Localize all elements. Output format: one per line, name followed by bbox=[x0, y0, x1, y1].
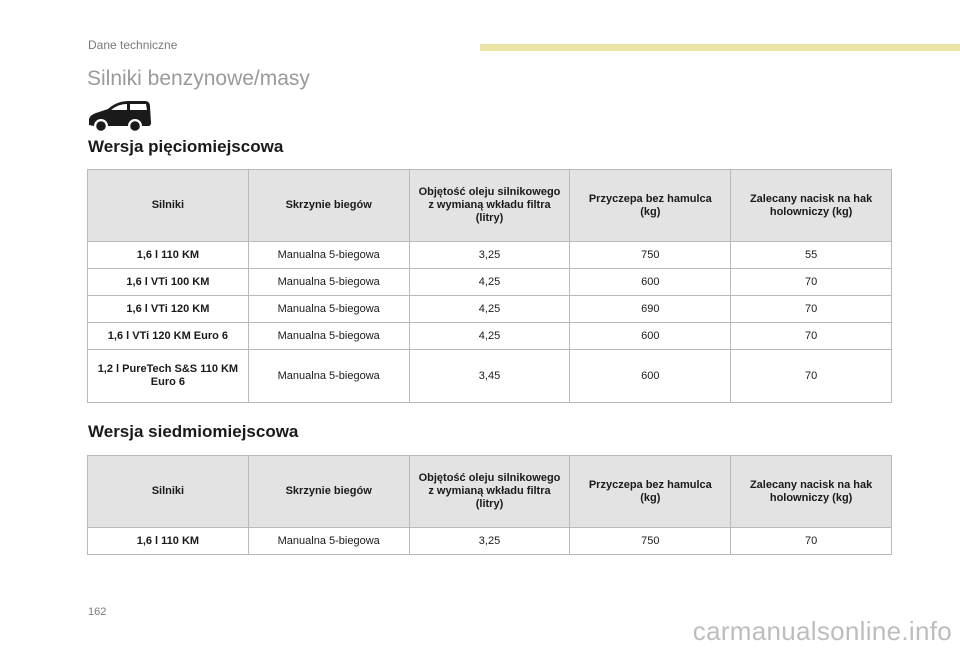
watermark: carmanualsonline.info bbox=[692, 616, 952, 646]
car-icon bbox=[87, 98, 153, 132]
oil-cell: 3,45 bbox=[409, 350, 570, 403]
col-hitch-header: Zalecany nacisk na hak holowniczy (kg) bbox=[731, 170, 892, 242]
engine-cell: 1,6 l 110 KM bbox=[88, 242, 249, 269]
trailer-cell: 690 bbox=[570, 296, 731, 323]
engine-cell: 1,6 l VTi 120 KM Euro 6 bbox=[88, 323, 249, 350]
header-accent-bar bbox=[480, 44, 960, 51]
hitch-cell: 70 bbox=[731, 350, 892, 403]
gearbox-cell: Manualna 5-biegowa bbox=[248, 323, 409, 350]
trailer-cell: 600 bbox=[570, 269, 731, 296]
seven-seat-title: Wersja siedmiomiejscowa bbox=[88, 422, 299, 441]
trailer-cell: 600 bbox=[570, 350, 731, 403]
table-header-row bbox=[88, 170, 892, 242]
gearbox-cell: Manualna 5-biegowa bbox=[248, 528, 409, 555]
hitch-cell: 70 bbox=[731, 269, 892, 296]
col-trailer-header: Przyczepa bez hamulca (kg) bbox=[570, 170, 731, 242]
hitch-cell: 70 bbox=[731, 323, 892, 350]
oil-cell: 4,25 bbox=[409, 269, 570, 296]
col-engine-header: Silniki bbox=[88, 170, 249, 242]
table-row bbox=[88, 323, 892, 350]
five-seat-title: Wersja pięciomiejscowa bbox=[88, 137, 284, 156]
hitch-cell: 70 bbox=[731, 528, 892, 555]
page-title: Silniki benzynowe/masy bbox=[87, 67, 310, 90]
oil-cell: 4,25 bbox=[409, 323, 570, 350]
table-row bbox=[88, 528, 892, 555]
oil-cell: 3,25 bbox=[409, 242, 570, 269]
table-row bbox=[88, 269, 892, 296]
oil-cell: 3,25 bbox=[409, 528, 570, 555]
page-number: 162 bbox=[88, 606, 107, 618]
trailer-cell: 750 bbox=[570, 242, 731, 269]
engine-cell: 1,6 l 110 KM bbox=[88, 528, 249, 555]
gearbox-cell: Manualna 5-biegowa bbox=[248, 242, 409, 269]
col-oil-header: Objętość oleju silnikowego z wymianą wkładu filtra (litry) bbox=[409, 456, 570, 528]
col-oil-header: Objętość oleju silnikowego z wymianą wkładu filtra (litry) bbox=[409, 170, 570, 242]
trailer-cell: 750 bbox=[570, 528, 731, 555]
engine-cell: 1,6 l VTi 120 KM bbox=[88, 296, 249, 323]
gearbox-cell: Manualna 5-biegowa bbox=[248, 350, 409, 403]
table-row bbox=[88, 296, 892, 323]
engine-cell: 1,2 l PureTech S&S 110 KM Euro 6 bbox=[88, 350, 249, 403]
col-gearbox-header: Skrzynie biegów bbox=[248, 456, 409, 528]
oil-cell: 4,25 bbox=[409, 296, 570, 323]
table-header-row bbox=[88, 456, 892, 528]
col-gearbox-header: Skrzynie biegów bbox=[248, 170, 409, 242]
col-trailer-header: Przyczepa bez hamulca (kg) bbox=[570, 456, 731, 528]
table-row bbox=[88, 350, 892, 403]
hitch-cell: 70 bbox=[731, 296, 892, 323]
gearbox-cell: Manualna 5-biegowa bbox=[248, 269, 409, 296]
col-hitch-header: Zalecany nacisk na hak holowniczy (kg) bbox=[731, 456, 892, 528]
five-seat-table bbox=[87, 169, 892, 403]
trailer-cell: 600 bbox=[570, 323, 731, 350]
col-engine-header: Silniki bbox=[88, 456, 249, 528]
engine-cell: 1,6 l VTi 100 KM bbox=[88, 269, 249, 296]
table-row bbox=[88, 242, 892, 269]
hitch-cell: 55 bbox=[731, 242, 892, 269]
section-header: Dane techniczne bbox=[88, 38, 178, 52]
gearbox-cell: Manualna 5-biegowa bbox=[248, 296, 409, 323]
seven-seat-table bbox=[87, 455, 892, 555]
